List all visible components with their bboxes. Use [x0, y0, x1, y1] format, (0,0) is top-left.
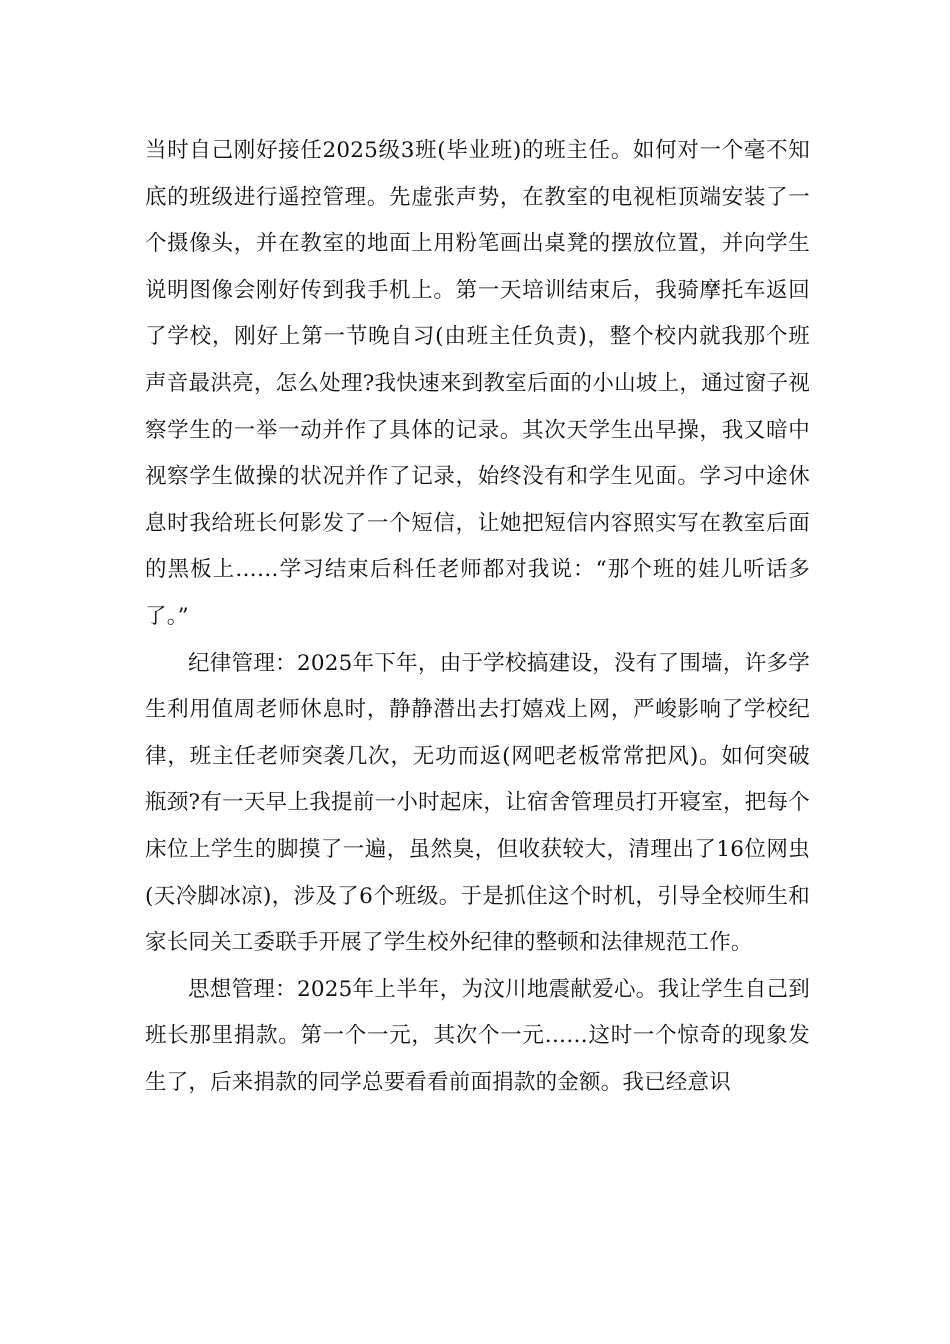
paragraph-thought-management: 思想管理：2025年上半年，为汶川地震献爱心。我让学生自己到班长那里捐款。第一个一元，其次个一元……这时一个惊奇的现象发生了，后来捐款的同学总要看看前面捐款的金额。我已经意识	[145, 976, 810, 1095]
document-body	[145, 128, 810, 1106]
paragraph-discipline-management: 纪律管理：2025年下年，由于学校搞建设，没有了围墙，许多学生利用值周老师休息时，静静潜出去打嬉戏上网，严峻影响了学校纪律，班主任老师突袭几次，无功而返(网吧老板常常把风)。如何突破瓶颈?有一天早上我提前一小时起床，让宿舍管理员打开寝室，把每个床位上学生的脚摸了一遍，虽然臭，但收获较大，清理出了16位网虫(天冷脚冰凉)，涉及了6个班级。于是抓住这个时机，引导全校师生和家长同关工委联手开展了学生校外纪律的整顿和法律规范工作。	[145, 650, 810, 956]
paragraph-camera-management: 当时自己刚好接任2025级3班(毕业班)的班主任。如何对一个毫不知底的班级进行遥控管理。先虚张声势，在教室的电视柜顶端安装了一个摄像头，并在教室的地面上用粉笔画出桌凳的摆放位置，并向学生说明图像会刚好传到我手机上。第一天培训结束后，我骑摩托车返回了学校，刚好上第一节晚自习(由班主任负责)，整个校内就我那个班声音最洪亮，怎么处理?我快速来到教室后面的小山坡上，通过窗子视察学生的一举一动并作了具体的记录。其次天学生出早操，我又暗中视察学生做操的状况并作了记录，始终没有和学生见面。学习中途休息时我给班长何影发了一个短信，让她把短信内容照实写在教室后面的黑板上……学习结束后科任老师都对我说：“那个班的娃儿听话多了。”	[145, 138, 810, 629]
